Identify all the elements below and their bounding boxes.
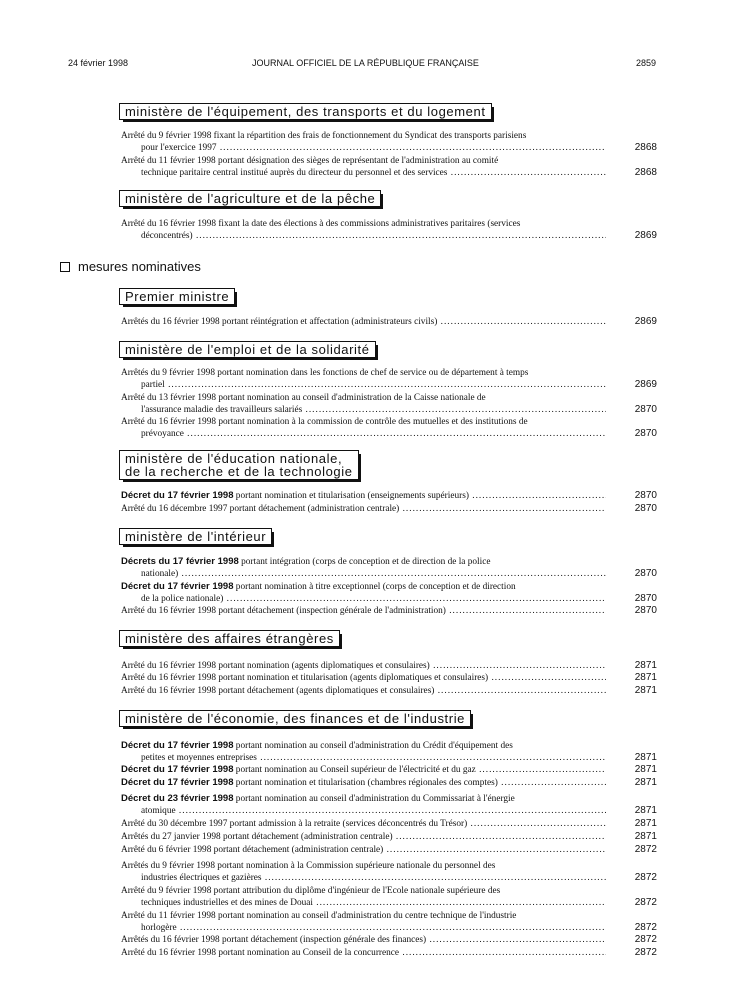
entry-text: Arrêté du 11 février 1998 portant nomination au conseil d'administration du centre technique de l'industrie: [121, 911, 517, 921]
toc-entry: [121, 885, 665, 909]
toc-entry: [121, 581, 665, 605]
entry-text: Arrêté du 16 février 1998 portant nomination et titularisation (agents diplomatiques et consulaires) .....: [121, 673, 606, 683]
entry-page-number: 2870: [634, 404, 657, 415]
entry-text: Arrêté du 16 décembre 1997 portant détachement (administration centrale) .....: [121, 504, 606, 514]
toc-entry: [121, 685, 665, 697]
ministry-box-premier-ministre: Premier ministre: [119, 288, 235, 305]
entry-text: Arrêté du 16 février 1998 portant détachement (agents diplomatiques et consulaires) .....: [121, 686, 606, 696]
toc-entry: [121, 672, 665, 684]
toc-entry: [121, 155, 665, 179]
ministry-box-interieur: ministère de l'intérieur: [119, 528, 272, 545]
toc-entry: [121, 740, 665, 764]
entry-continuation: déconcentrés) .....: [141, 231, 606, 241]
entry-page-number: 2871: [634, 752, 657, 763]
toc-entry: [121, 910, 665, 934]
entry-page-number: 2869: [634, 230, 657, 241]
ministry-box-equipement: ministère de l'équipement, des transports et du logement: [119, 103, 492, 120]
toc-entry: [121, 605, 665, 617]
toc-entry: [121, 556, 665, 580]
entry-text: Arrêté du 16 février 1998 portant détachement (inspection générale de l'administration) .....: [121, 606, 606, 616]
ministry-box-economie: ministère de l'économie, des finances et de l'industrie: [119, 710, 471, 727]
entry-page-number: 2871: [634, 660, 657, 671]
entry-text: Arrêtés du 9 février 1998 portant nomination à la Commission supérieure nationale du personnel des: [121, 861, 496, 871]
ministry-box-education-line2: de la recherche et de la technologie: [125, 464, 353, 479]
header-title: JOURNAL OFFICIEL DE LA RÉPUBLIQUE FRANÇAISE: [252, 58, 479, 68]
entry-text: portant nomination au conseil d'administration du Crédit d'équipement des: [233, 741, 513, 751]
entry-text: Arrêté du 16 février 1998 portant nomination au Conseil de la concurrence .....: [121, 948, 606, 958]
toc-entry: [121, 660, 665, 672]
entry-bold-title: Décrets du 17 février 1998: [121, 556, 239, 567]
entry-bold-title: Décret du 17 février 1998: [121, 581, 234, 592]
entry-page-number: 2871: [634, 777, 657, 788]
ministry-box-affaires-etrangeres: ministère des affaires étrangères: [119, 630, 340, 647]
checkbox-square-icon: [60, 262, 70, 272]
header-date: 24 février 1998: [68, 58, 129, 68]
entry-text: Arrêtés du 16 février 1998 portant détachement (inspection générale des finances) .....: [121, 935, 606, 945]
entry-page-number: 2870: [634, 503, 657, 514]
entry-text: Arrêté du 30 décembre 1997 portant admission à la retraite (services déconcentrés du Trésor) .....: [121, 819, 606, 829]
ministry-box-emploi: ministère de l'emploi et de la solidarité: [119, 341, 376, 358]
entry-continuation: horlogère .....: [141, 923, 606, 933]
entry-text: Arrêté du 16 février 1998 portant nomination (agents diplomatiques et consulaires) .....: [121, 661, 606, 671]
entry-continuation: petites et moyennes entreprises .....: [141, 753, 606, 763]
entry-page-number: 2870: [634, 568, 657, 579]
toc-entry: [121, 860, 665, 884]
entry-text: Arrêté du 16 février 1998 portant nomination à la commission de contrôle des mutuelles et des institutions de: [121, 417, 528, 427]
entry-page-number: 2872: [634, 934, 657, 945]
toc-entry: [121, 218, 665, 242]
entry-text: portant nomination au conseil d'administration du Commissariat à l'énergie: [233, 794, 515, 804]
entry-text: Arrêté du 6 février 1998 portant détachement (administration centrale) .....: [121, 845, 606, 855]
entry-page-number: 2870: [634, 605, 657, 616]
entry-page-number: 2870: [634, 428, 657, 439]
entry-bold-title: Décret du 17 février 1998: [121, 777, 234, 788]
toc-entry: [121, 844, 665, 856]
toc-entry: [121, 793, 665, 817]
entry-page-number: 2872: [634, 844, 657, 855]
entry-continuation: prévoyance .....: [141, 429, 606, 439]
entry-bold-title: Décret du 17 février 1998: [121, 740, 234, 751]
entry-continuation: pour l'exercice 1997 .....: [141, 143, 606, 153]
toc-entry: [121, 818, 665, 830]
entry-text: portant nomination au Conseil supérieur de l'électricité et du gaz .....: [233, 765, 606, 775]
entry-page-number: 2868: [634, 167, 657, 178]
entry-page-number: 2871: [634, 818, 657, 829]
toc-entry: [121, 490, 665, 502]
toc-entry: [121, 764, 665, 776]
toc-entry: [121, 777, 665, 789]
entry-text: Arrêtés du 27 janvier 1998 portant détachement (administration centrale) .....: [121, 832, 606, 842]
toc-entry: [121, 316, 665, 328]
entry-bold-title: Décret du 17 février 1998: [121, 490, 234, 501]
entry-continuation: atomique .....: [141, 806, 606, 816]
entry-bold-title: Décret du 23 février 1998: [121, 793, 234, 804]
toc-entry: [121, 503, 665, 515]
entry-continuation: partiel .....: [141, 380, 606, 390]
entry-page-number: 2872: [634, 922, 657, 933]
entry-text: Arrêté du 9 février 1998 fixant la répartition des frais de fonctionnement du Syndicat des transports parisiens: [121, 131, 527, 141]
entry-text: Arrêté du 11 février 1998 portant désignation des sièges de représentant de l'administration au comité: [121, 156, 499, 166]
entry-text: Arrêtés du 9 février 1998 portant nomination dans les fonctions de chef de service ou de département à temps: [121, 368, 529, 378]
section-heading: [60, 259, 201, 274]
entry-continuation: de la police nationale) .....: [141, 594, 606, 604]
entry-continuation: techniques industrielles et des mines de Douai .....: [141, 898, 606, 908]
toc-entry: [121, 130, 665, 154]
entry-continuation: technique paritaire central institué auprès du directeur du personnel et des services .....: [141, 168, 606, 178]
entry-bold-title: Décret du 17 février 1998: [121, 764, 234, 775]
toc-entry: [121, 367, 665, 391]
header-page-number: 2859: [635, 58, 656, 68]
entry-text: portant intégration (corps de conception et de direction de la police: [238, 557, 491, 567]
entry-page-number: 2872: [634, 897, 657, 908]
entry-page-number: 2868: [634, 142, 657, 153]
section-label: mesures nominatives: [78, 259, 201, 274]
entry-text: portant nomination à titre exceptionnel (corps de conception et de direction: [233, 582, 516, 592]
toc-entry: [121, 934, 665, 946]
toc-entry: [121, 392, 665, 416]
entry-page-number: 2869: [634, 379, 657, 390]
entry-text: Arrêté du 13 février 1998 portant nomination au conseil d'administration de la Caisse nationale de: [121, 393, 486, 403]
entry-continuation: nationale) .....: [141, 569, 606, 579]
entry-text: Arrêté du 9 février 1998 portant attribution du diplôme d'ingénieur de l'Ecole nationale supérieure des: [121, 886, 501, 896]
entry-page-number: 2871: [634, 831, 657, 842]
ministry-box-education-line1: ministère de l'éducation nationale,: [125, 451, 343, 466]
entry-continuation: l'assurance maladie des travailleurs salariés .....: [141, 405, 606, 415]
entry-text: Arrêté du 16 février 1998 fixant la date des élections à des commissions administratives paritaires (services: [121, 219, 521, 229]
entry-page-number: 2871: [634, 764, 657, 775]
entry-page-number: 2872: [634, 872, 657, 883]
entry-text: portant nomination et titularisation (chambres régionales des comptes) .....: [233, 778, 606, 788]
ministry-box-education: [119, 450, 359, 480]
entry-page-number: 2872: [634, 947, 657, 958]
entry-page-number: 2871: [634, 685, 657, 696]
ministry-box-agriculture: ministère de l'agriculture et de la pêche: [119, 190, 381, 207]
toc-entry: [121, 416, 665, 440]
entry-page-number: 2871: [634, 672, 657, 683]
entry-page-number: 2870: [634, 490, 657, 501]
toc-entry: [121, 947, 665, 959]
entry-page-number: 2869: [634, 316, 657, 327]
entry-continuation: industries électriques et gazières .....: [141, 873, 606, 883]
toc-entry: [121, 831, 665, 843]
entry-text: Arrêtés du 16 février 1998 portant réintégration et affectation (administrateurs civils) .....: [121, 317, 606, 327]
entry-page-number: 2871: [634, 805, 657, 816]
entry-text: portant nomination et titularisation (enseignements supérieurs) .....: [233, 491, 606, 501]
entry-page-number: 2870: [634, 593, 657, 604]
